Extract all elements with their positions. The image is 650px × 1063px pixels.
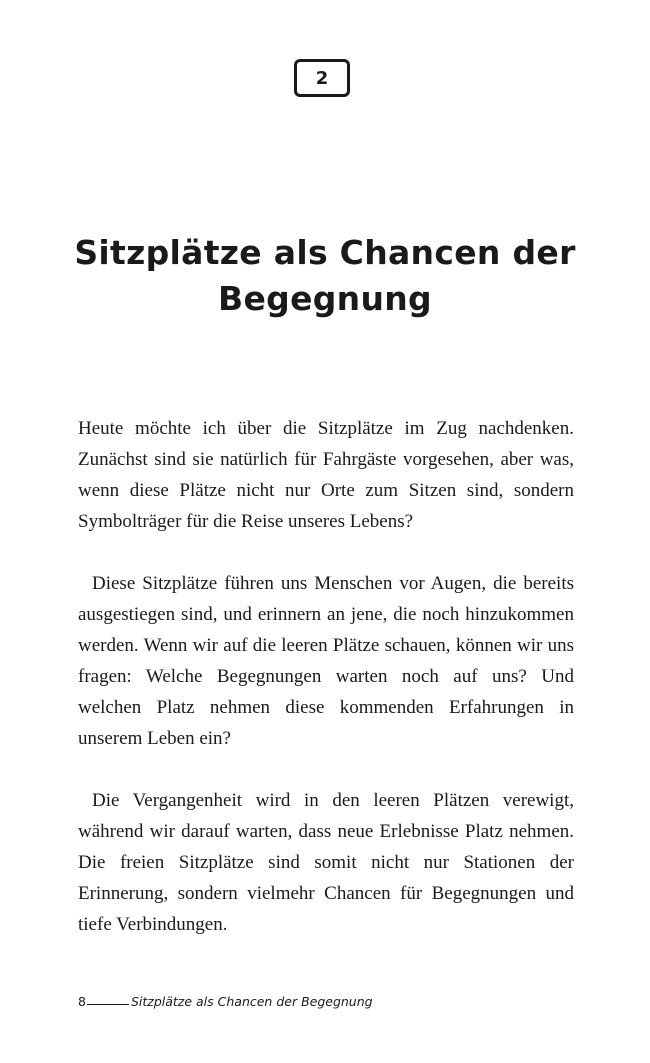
footer-rule — [87, 1004, 129, 1005]
chapter-number: 2 — [315, 67, 329, 89]
running-title: Sitzplätze als Chancen der Begegnung — [130, 994, 373, 1009]
page-number: 8 — [78, 994, 86, 1009]
paragraph-3: Die Vergangenheit wird in den leeren Plätzen verewigt, während wir darauf warten, dass neue Erlebnisse Platz nehmen. Die freien Sitzplätze sind somit nicht nur Stationen der Erinnerung, sondern vielmehr Chancen für Begegnungen und tiefe Verbindungen. — [78, 790, 574, 935]
paragraph-2: Diese Sitzplätze führen uns Menschen vor Augen, die bereits ausgestiegen sind, und erinnern an jene, die noch hinzukommen werden. Wenn wir auf die leeren Plätze schauen, können wir uns fragen: Welche Begegnungen warten noch auf uns? Und welchen Platz nehmen diese kommenden Erfahrungen in unserem Leben ein? — [78, 573, 574, 749]
page-footer — [78, 994, 373, 1009]
chapter-title: Sitzplätze als Chancen der Begegnung — [74, 233, 576, 318]
paragraph-1: Heute möchte ich über die Sitzplätze im Zug nachdenken. Zunächst sind sie natürlich für Fahrgäste vorgesehen, aber was, wenn diese Plätze nicht nur Orte zum Sitzen sind, sondern Symbolträger für die Reise unseres Lebens? — [78, 418, 574, 532]
body-text — [78, 413, 574, 971]
chapter-number-badge — [294, 59, 350, 97]
